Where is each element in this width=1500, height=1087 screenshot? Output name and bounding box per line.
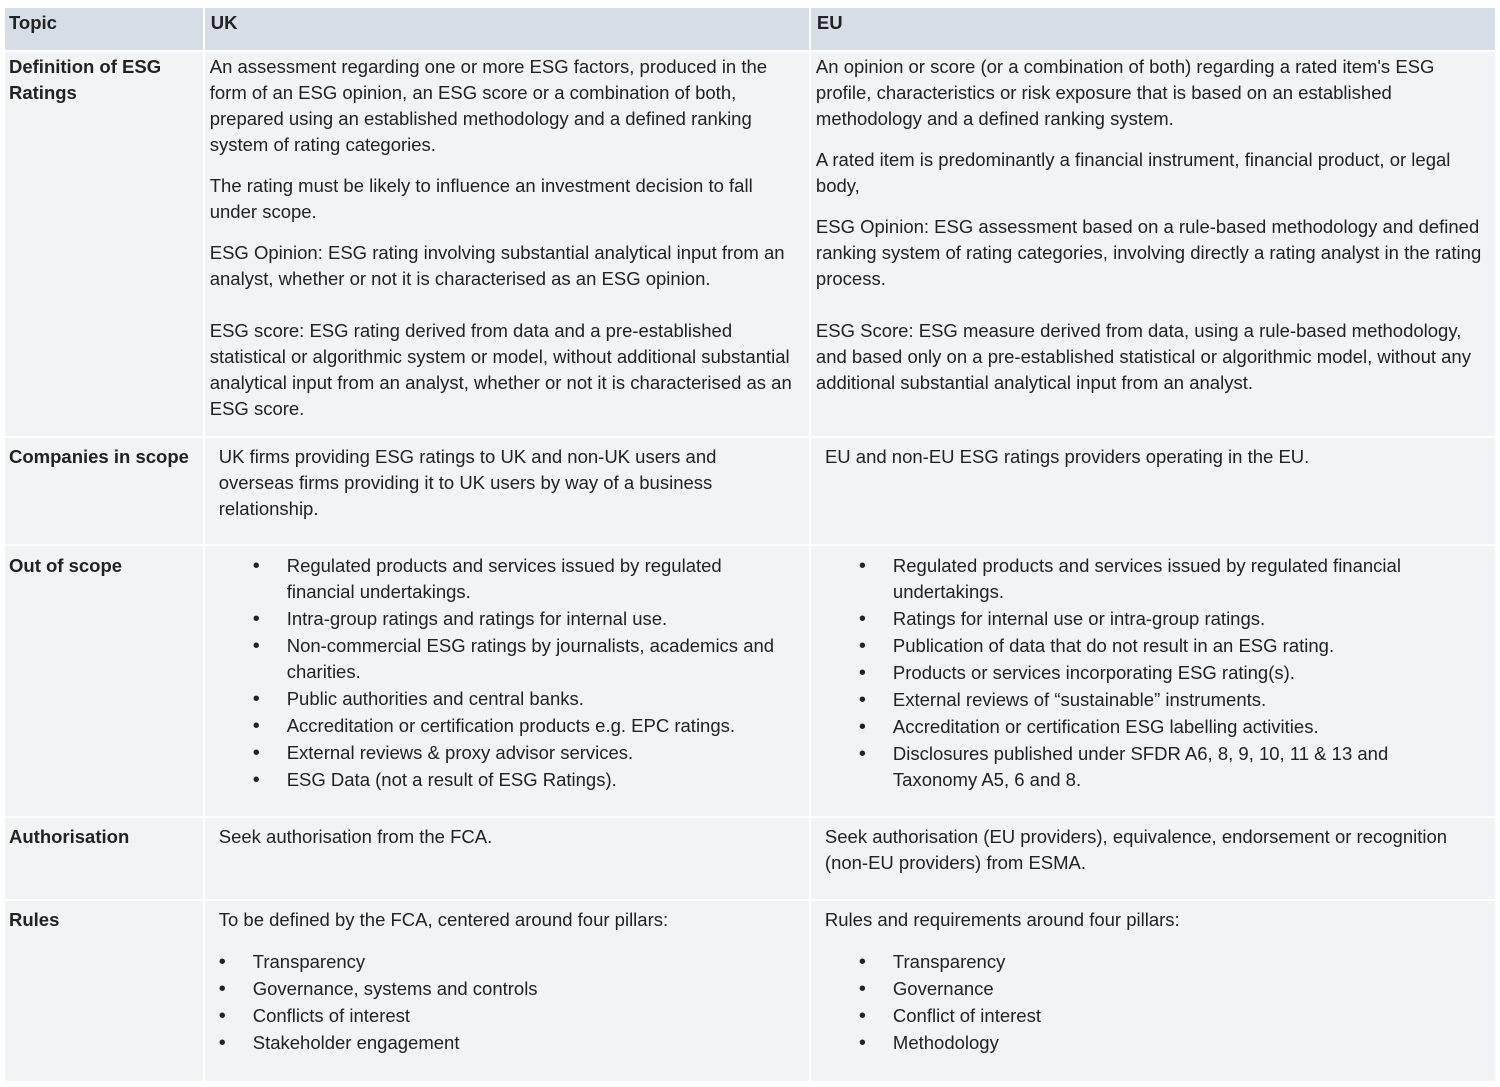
uk-out-of-scope (205, 546, 809, 816)
list-item: • Disclosures published under SFDR A6, 8, 9, 10, 11 & 13 and Taxonomy A5, 6 and 8. (893, 741, 1455, 793)
header-topic: Topic (5, 8, 203, 50)
uk-definition (205, 52, 809, 436)
list-item: • Ratings for internal use or intra-group ratings. (893, 606, 1455, 632)
list-item: • External reviews of “sustainable” instruments. (893, 687, 1455, 713)
list-item: • Stakeholder engagement (253, 1030, 789, 1056)
list-item: • Regulated products and services issued by regulated financial undertakings. (893, 553, 1455, 605)
comparison-table (5, 8, 1495, 1081)
uk-definition-p4: ESG score: ESG rating derived from data and a pre-established statistical or algorithmic system or model, without additional substantial analytical input from an analyst, whether or not it is characterised as an ESG score. (209, 320, 792, 419)
uk-authorisation: Seek authorisation from the FCA. (205, 818, 809, 899)
list-item: • ESG Data (not a result of ESG Ratings). (287, 767, 789, 793)
eu-rules-intro: Rules and requirements around four pillars: (824, 909, 1180, 930)
list-item: • Governance, systems and controls (253, 976, 789, 1002)
table-row-out-of-scope (5, 546, 1495, 816)
list-item: • Transparency (253, 949, 789, 975)
uk-rules-list (219, 949, 789, 1056)
topic-authorisation: Authorisation (5, 818, 203, 899)
list-item: • Conflict of interest (893, 1003, 1455, 1029)
table-row-rules (5, 901, 1495, 1081)
eu-companies: EU and non-EU ESG ratings providers operating in the EU. (811, 438, 1495, 544)
uk-rules-intro: To be defined by the FCA, centered around four pillars: (218, 909, 669, 930)
uk-companies: UK firms providing ESG ratings to UK and non-UK users and overseas firms providing it to UK users by way of a business relationship. (205, 438, 809, 544)
eu-definition-p4: ESG Score: ESG measure derived from data, using a rule-based methodology, and based only on a pre-established statistical or algorithmic model, without any additional substantial analytical input from an analyst. (815, 320, 1471, 393)
list-item: • Intra-group ratings and ratings for internal use. (287, 606, 789, 632)
eu-definition-p2: A rated item is predominantly a financial instrument, financial product, or legal body, (815, 149, 1451, 196)
topic-out-of-scope: Out of scope (5, 546, 203, 816)
eu-definition (811, 52, 1495, 436)
list-item: • External reviews & proxy advisor services. (287, 740, 789, 766)
list-item: • Regulated products and services issued by regulated financial undertakings. (287, 553, 789, 605)
eu-authorisation: Seek authorisation (EU providers), equivalence, endorsement or recognition (non-EU providers) from ESMA. (811, 818, 1495, 899)
list-item: • Conflicts of interest (253, 1003, 789, 1029)
topic-companies: Companies in scope (5, 438, 203, 544)
header-eu: EU (811, 8, 1495, 50)
list-item: • Methodology (893, 1030, 1455, 1056)
eu-rules-list (825, 949, 1455, 1056)
list-item: • Non-commercial ESG ratings by journalists, academics and charities. (287, 633, 789, 685)
header-uk: UK (205, 8, 809, 50)
topic-rules: Rules (5, 901, 203, 1081)
list-item: • Accreditation or certification products e.g. EPC ratings. (287, 713, 789, 739)
eu-out-of-scope (811, 546, 1495, 816)
uk-definition-p3: ESG Opinion: ESG rating involving substantial analytical input from an analyst, whether or not it is characterised as an ESG opinion. (209, 242, 785, 289)
uk-definition-p2: The rating must be likely to influence an investment decision to fall under scope. (209, 175, 753, 222)
list-item: • Governance (893, 976, 1455, 1002)
topic-definition: Definition of ESG Ratings (5, 52, 203, 436)
table-row-definition (5, 52, 1495, 436)
list-item: • Accreditation or certification ESG labelling activities. (893, 714, 1455, 740)
list-item: • Products or services incorporating ESG rating(s). (893, 660, 1455, 686)
table-row-authorisation (5, 818, 1495, 899)
list-item: • Publication of data that do not result in an ESG rating. (893, 633, 1455, 659)
table-header-row (5, 8, 1495, 50)
eu-definition-p1: An opinion or score (or a combination of both) regarding a rated item's ESG profile, characteristics or risk exposure that is based on an established methodology and a defined ranking system. (815, 56, 1435, 129)
table-row-companies (5, 438, 1495, 544)
uk-rules (205, 901, 809, 1081)
eu-definition-p3: ESG Opinion: ESG assessment based on a rule-based methodology and defined ranking system of rating categories, involving directly a rating analyst in the rating process. (815, 216, 1482, 289)
list-item: • Transparency (893, 949, 1455, 975)
uk-out-of-scope-list (287, 553, 789, 793)
list-item: • Public authorities and central banks. (287, 686, 789, 712)
uk-definition-p1: An assessment regarding one or more ESG factors, produced in the form of an ESG opinion, an ESG score or a combination of both, prepared using an established methodology and a defined ranking system of rating categories. (209, 56, 768, 155)
eu-out-of-scope-list (893, 553, 1455, 793)
eu-rules (811, 901, 1495, 1081)
